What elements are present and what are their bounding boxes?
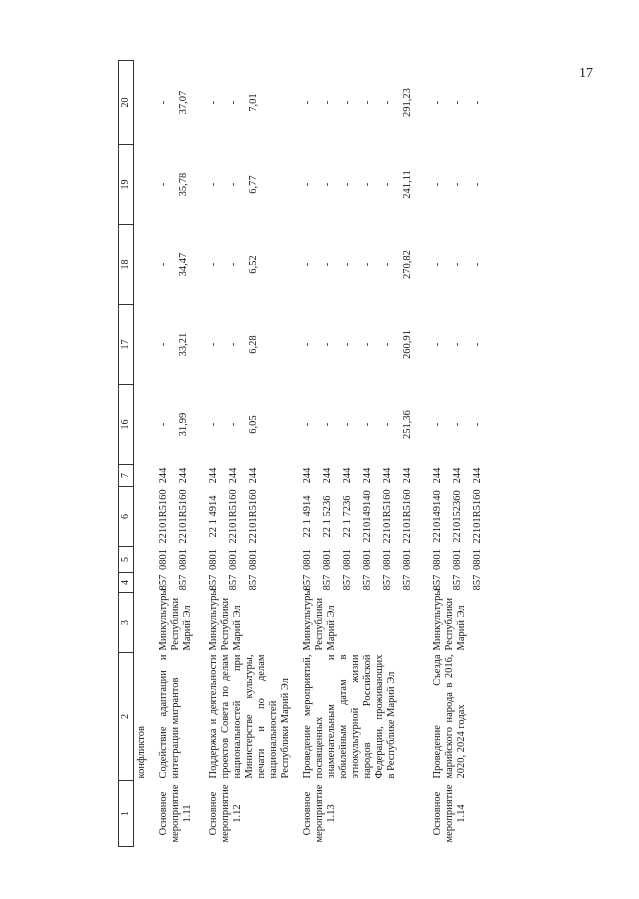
value-col-16: - <box>342 422 353 427</box>
activity-number: Основное мероприятие 1.12 <box>208 784 243 843</box>
value-col-18: - <box>158 262 169 267</box>
grbs-code: 857 <box>178 574 189 591</box>
grbs-code: 857 <box>342 574 353 591</box>
activity-number: Основное мероприятие 1.13 <box>302 784 337 843</box>
value-col-20: - <box>228 100 239 105</box>
grbs-code: 857 <box>302 574 313 591</box>
activity-row-1-12 <box>206 61 292 847</box>
value-col-16: - <box>158 422 169 427</box>
value-col-18: - <box>342 262 353 267</box>
value-col-19: - <box>322 182 333 187</box>
value-col-18: - <box>208 262 219 267</box>
value-col-19: - <box>228 182 239 187</box>
value-col-18: - <box>228 262 239 267</box>
value-col-18: - <box>322 262 333 267</box>
col-header-18: 18 <box>119 225 134 305</box>
value-col-17: - <box>158 342 169 347</box>
grbs-code: 857 <box>472 574 483 591</box>
col-header-5: 5 <box>119 547 134 573</box>
responsible-executor: Минкультуры Республики Марий Эл <box>302 588 337 651</box>
value-col-16: - <box>452 422 463 427</box>
target-article-code: 2210149140 <box>362 490 373 543</box>
value-col-19: - <box>382 182 393 187</box>
grbs-code: 857 <box>402 574 413 591</box>
value-col-19: - <box>472 182 483 187</box>
value-col-18: 6,52 <box>248 255 259 274</box>
value-col-16: - <box>472 422 483 427</box>
col-header-2: 2 <box>119 653 134 781</box>
activity-description: Проведение Съезда марийского народа в 2016, 2020, 2024 годах <box>432 654 467 779</box>
section-code: 0801 <box>362 549 373 570</box>
target-article-code: 22 1 4914 <box>302 495 313 538</box>
col-header-19: 19 <box>119 145 134 225</box>
value-col-18: - <box>362 262 373 267</box>
col-header-1: 1 <box>119 781 134 847</box>
section-code: 0801 <box>432 549 443 570</box>
value-col-20: - <box>432 100 443 105</box>
grbs-code: 857 <box>248 574 259 591</box>
target-article-code: 22 1 4914 <box>208 495 219 538</box>
value-col-16: - <box>382 422 393 427</box>
activity-row-1-14 <box>430 61 492 847</box>
value-col-16: 6,05 <box>248 415 259 434</box>
target-article-code: 22101R5160 <box>248 489 259 544</box>
value-col-18: - <box>452 262 463 267</box>
value-col-19: - <box>302 182 313 187</box>
target-article-code: 22101R5160 <box>158 489 169 544</box>
col-header-16: 16 <box>119 385 134 465</box>
continuation-row <box>134 61 149 847</box>
value-col-20: - <box>342 100 353 105</box>
value-col-17: - <box>208 342 219 347</box>
target-article-code: 22 1 7236 <box>342 495 353 538</box>
expense-type-code: 244 <box>342 467 353 484</box>
expense-type-code: 244 <box>178 467 189 484</box>
activity-description: Содействие адаптации и интеграции мигрантов <box>158 654 181 779</box>
value-col-17: 260,91 <box>402 330 413 359</box>
grbs-code: 857 <box>362 574 373 591</box>
value-col-20: - <box>452 100 463 105</box>
col-header-4: 4 <box>119 573 134 593</box>
value-col-19: - <box>432 182 443 187</box>
value-col-18: 34,47 <box>178 252 189 277</box>
value-col-18: - <box>302 262 313 267</box>
value-col-17: - <box>362 342 373 347</box>
value-col-17: - <box>472 342 483 347</box>
value-col-17: - <box>342 342 353 347</box>
activity-description: Поддержка и деятельности проектов Совета по делам национальностей при Министерстве культуры, печати и по делам национальностей Республики Марий Эл <box>208 654 291 779</box>
value-col-17: - <box>432 342 443 347</box>
expense-type-code: 244 <box>158 467 169 484</box>
expense-type-code: 244 <box>302 467 313 484</box>
activity-description: Проведение мероприятий, посвященных знаменательным и юбилейным датам в этнокультурной жизни народов Российской Федерации, проживающих в Республике Марий Эл <box>302 654 397 779</box>
expense-type-code: 244 <box>452 467 463 484</box>
value-col-20: 291,23 <box>402 88 413 117</box>
grbs-code: 857 <box>158 574 169 591</box>
value-col-19: - <box>342 182 353 187</box>
value-col-19: 241,11 <box>402 170 413 199</box>
target-article-code: 22 1 5236 <box>322 495 333 538</box>
value-col-18: 270,82 <box>402 250 413 279</box>
value-col-20: - <box>472 100 483 105</box>
grbs-code: 857 <box>322 574 333 591</box>
activity-row-1-11 <box>156 61 198 847</box>
value-col-16: - <box>322 422 333 427</box>
section-code: 0801 <box>302 549 313 570</box>
expense-type-code: 244 <box>362 467 373 484</box>
expense-type-code: 244 <box>472 467 483 484</box>
col-header-20: 20 <box>119 61 134 145</box>
value-col-19: - <box>158 182 169 187</box>
grbs-code: 857 <box>452 574 463 591</box>
value-col-18: - <box>432 262 443 267</box>
target-article-code: 2210149140 <box>432 490 443 543</box>
expense-type-code: 244 <box>432 467 443 484</box>
value-col-20: 37,07 <box>178 90 189 115</box>
section-code: 0801 <box>472 549 483 570</box>
responsible-executor: Минкультуры Республики Марий Эл <box>432 588 467 651</box>
value-col-20: - <box>158 100 169 105</box>
value-col-17: - <box>382 342 393 347</box>
value-col-16: 251,36 <box>402 410 413 439</box>
grbs-code: 857 <box>208 574 219 591</box>
continuation-text: конфликтов <box>136 726 147 779</box>
target-article-code: 2210152360 <box>452 490 463 543</box>
section-code: 0801 <box>322 549 333 570</box>
value-col-19: - <box>362 182 373 187</box>
target-article-code: 22101R5160 <box>402 489 413 544</box>
expense-type-code: 244 <box>382 467 393 484</box>
col-header-17: 17 <box>119 305 134 385</box>
expense-type-code: 244 <box>228 467 239 484</box>
value-col-20: 7,01 <box>248 93 259 112</box>
page-number: 17 <box>579 66 593 81</box>
activity-number: Основное мероприятие 1.11 <box>158 784 193 843</box>
value-col-17: - <box>302 342 313 347</box>
section-code: 0801 <box>208 549 219 570</box>
expense-type-code: 244 <box>208 467 219 484</box>
value-col-20: - <box>382 100 393 105</box>
expense-type-code: 244 <box>402 467 413 484</box>
responsible-executor: Минкультуры Республики Марий Эл <box>208 588 243 651</box>
section-code: 0801 <box>228 549 239 570</box>
target-article-code: 22101R5160 <box>382 489 393 544</box>
value-col-16: - <box>432 422 443 427</box>
value-col-19: 35,78 <box>178 172 189 197</box>
grbs-code: 857 <box>382 574 393 591</box>
rotated-table-container <box>118 61 639 847</box>
budget-table <box>118 60 492 847</box>
col-header-6: 6 <box>119 487 134 547</box>
activity-number: Основное мероприятие 1.14 <box>432 784 467 843</box>
value-col-19: - <box>452 182 463 187</box>
value-col-16: - <box>302 422 313 427</box>
value-col-19: 6,77 <box>248 175 259 194</box>
col-header-3: 3 <box>119 593 134 653</box>
col-header-7: 7 <box>119 465 134 487</box>
value-col-16: 31,99 <box>178 412 189 437</box>
section-code: 0801 <box>452 549 463 570</box>
target-article-code: 22101R5160 <box>228 489 239 544</box>
value-col-17: - <box>452 342 463 347</box>
grbs-code: 857 <box>432 574 443 591</box>
expense-type-code: 244 <box>248 467 259 484</box>
section-code: 0801 <box>158 549 169 570</box>
value-col-19: - <box>208 182 219 187</box>
target-article-code: 22101R5160 <box>472 489 483 544</box>
section-code: 0801 <box>402 549 413 570</box>
value-col-17: 33,21 <box>178 332 189 357</box>
value-col-17: - <box>322 342 333 347</box>
grbs-code: 857 <box>228 574 239 591</box>
value-col-20: - <box>322 100 333 105</box>
section-code: 0801 <box>178 549 189 570</box>
value-col-17: - <box>228 342 239 347</box>
value-col-20: - <box>302 100 313 105</box>
value-col-16: - <box>362 422 373 427</box>
value-col-17: 6,28 <box>248 335 259 354</box>
value-col-20: - <box>362 100 373 105</box>
responsible-executor: Минкультуры Республики Марий Эл <box>158 588 193 651</box>
activity-row-1-13 <box>300 61 422 847</box>
section-code: 0801 <box>248 549 259 570</box>
value-col-16: - <box>228 422 239 427</box>
value-col-20: - <box>208 100 219 105</box>
section-code: 0801 <box>382 549 393 570</box>
section-code: 0801 <box>342 549 353 570</box>
column-number-row <box>119 61 134 847</box>
value-col-18: - <box>472 262 483 267</box>
expense-type-code: 244 <box>322 467 333 484</box>
value-col-18: - <box>382 262 393 267</box>
value-col-16: - <box>208 422 219 427</box>
target-article-code: 22101R5160 <box>178 489 189 544</box>
